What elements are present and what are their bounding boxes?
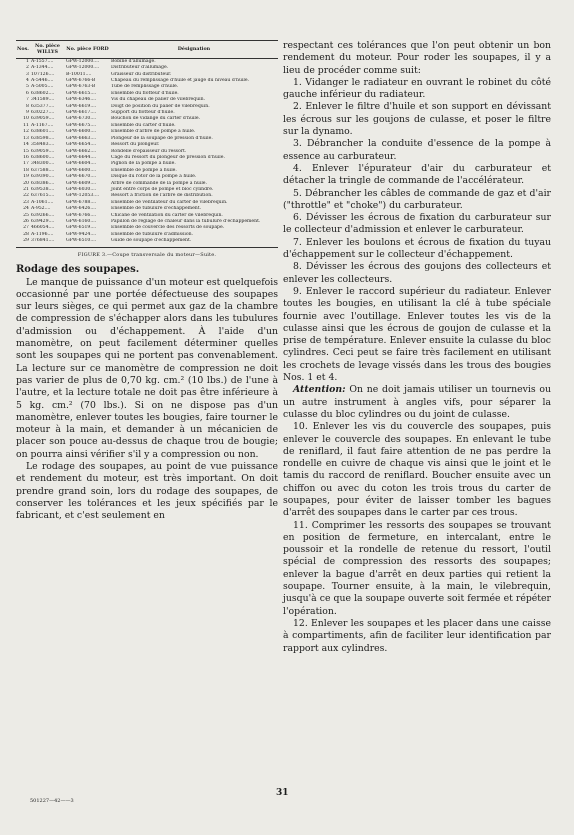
procedure-step: 4. Enlever l'épurateur d'air du carburateur et détacher la tringle de commande de l'accélérateur. [283,162,551,187]
designation: Guide de soupape d'échappement. [110,238,278,247]
ford-part-number: GPW-6788.... [65,199,97,205]
designation: Ensemble d'arbre de pompe à huile. [110,129,196,135]
ford-part-number: GPW-6654.... [65,142,97,148]
row-number: 3 [26,71,29,77]
row-number: 19 [23,174,29,180]
designation: Distributeur d'allumage. [110,65,169,71]
designation: Papillon de réglage de chaleur dans la tubulure d'échappement. [110,218,261,224]
procedure-step: 12. Enlever les soupapes et les placer dans une caisse à compartiments, afin de faciliter leur identification par rapport aux cylindres. [283,617,551,654]
header-designation: Désignation [110,41,278,59]
section-heading: Rodage des soupapes. [16,263,140,275]
designation: Graisseur du distributeur. [110,71,172,77]
ford-part-number: GPW-6346.... [65,97,97,103]
designation: Cage du ressort du plongeur de pression d'huile. [110,154,225,160]
parts-table [16,40,278,248]
ford-part-number: GPW-6519.... [65,225,97,231]
willys-part-number: 630227.... [30,110,55,116]
procedure-steps [283,77,551,384]
attention-text: On ne doit jamais utiliser un tournevis ou un autre instrument à angles vifs, pour séparer la culasse du bloc cylindres ou du joint de culasse. [283,384,551,420]
ford-part-number: GPW-6662.... [65,148,97,154]
row-number: 16 [23,154,29,160]
row-number: 13 [23,135,29,141]
row-number: 14 [23,142,29,148]
procedure-step: 6. Dévisser les écrous de fixation du carburateur sur le collecteur d'admission et enlever le carburateur. [283,212,551,236]
procedure-step: 7. Enlever les boulons et écrous de fixation du tuyau d'échappement sur le collecteur d'échappement. [283,236,551,261]
designation: Ensemble de tubulure d'échappement. [110,206,202,212]
print-code: 501227—42——3 [30,798,74,804]
row-number: 7 [26,97,29,103]
row-number: 2 [26,65,29,71]
willys-part-number: 348300.... [30,161,55,167]
header-ford: No. pièce FORD [65,41,110,59]
willys-part-number: 639266.... [30,212,55,218]
willys-part-number: 635377.... [30,103,55,109]
designation: Ensemble de tubulure d'admission. [110,231,194,237]
ford-part-number: GPW-12000.... [65,58,100,64]
ford-part-number: GPW-6617.... [65,110,97,116]
row-number: 11 [23,122,29,128]
ford-part-number: GPW-6644.... [65,154,97,160]
attention-note [283,384,551,421]
row-number: 27 [23,225,29,231]
procedure-step: 9. Enlever le raccord supérieur du radiateur. Enlever toutes les bougies, en utilisant la clé à tube spéciale fournie avec l'outillage. Enlever toutes les vis de la culasse ainsi que les écrous de goujon de culasse et la prise de température. Enlever ensuite la culasse du bloc cylindres. Ceci peut se faire très facilement en utilisant les crochets de levage vissés dans les trous des bougies Nos. 1 et 4. [283,285,551,384]
willys-part-number: A-1167.... [30,122,54,128]
row-number: 25 [23,212,29,218]
left-column [16,40,278,523]
row-number: 8 [26,103,29,109]
designation: Bouchon de vidange du carter d'huile. [110,116,201,122]
willys-part-number: A-5005.... [30,84,54,90]
procedure-step: 5. Débrancher les câbles de commande de gaz et d'air ("throttle" et "choke") du carburateur. [283,187,551,211]
willys-part-number: 637588.... [30,167,55,173]
row-number: 21 [23,186,29,192]
right-column [283,40,551,655]
row-number: 29 [16,238,30,247]
header-nos: Nos. [16,41,30,59]
right-intro: respectant ces tolérances que l'on peut obtenir un bon rendement du moteur. Pour roder les soupapes, il y a lieu de procéder comme suit: [283,40,551,76]
table-row [16,238,278,247]
procedure-step: 1. Vidanger le radiateur en ouvrant le robinet du côté gauche inférieur du radiateur. [283,76,551,101]
designation: Vis du chapeau de palier de vilebrequin. [110,97,206,103]
ford-part-number: GPW-6160.... [65,218,97,224]
willys-part-number: 638386.... [30,180,55,186]
designation: Ensemble du flotteur d'huile. [110,90,179,96]
ford-part-number: GPW-6600.... [65,167,97,173]
row-number: 18 [23,167,29,173]
willys-part-number: 639390.... [30,174,55,180]
designation: Ressort à friction de l'arbre de distribution. [110,193,213,199]
willys-part-number: A-952.... [30,206,51,212]
designation: Bobine d'allumage. [110,58,156,64]
willys-part-number: 341589.... [30,97,55,103]
ford-part-number: GPW-6030.... [65,186,97,192]
willys-part-number: A-1557.... [30,58,54,64]
willys-part-number: A-1344.... [30,65,54,71]
willys-part-number: 638598.... [30,135,55,141]
page-number: 31 [276,788,289,798]
row-number: 20 [23,180,29,186]
willys-part-number: A-5446.... [30,78,54,84]
procedure-step: 8. Dévisser les écrous des goujons des collecteurs et enlever les collecteurs. [283,261,551,285]
willys-part-number: 358483.... [30,142,55,148]
ford-part-number: GPW-6600.... [65,129,97,135]
figure-caption: FIGURE 3.—Coupe transversale du moteur—Suite. [77,251,217,258]
ford-part-number: GPW-6609.... [65,180,97,186]
designation: Joint entre corps de pompe et bloc cylindre. [110,186,214,192]
ford-part-number: GPW-9424.... [65,231,97,237]
row-number: 17 [23,161,29,167]
procedure-step: 11. Comprimer les ressorts des soupapes se trouvant en position de fermeture, en intercalant, entre le poussoir et la rondelle de retenue du ressort, l'outil spécial de compression des ressorts des soupapes; enlever la bague d'arrêt en deux parties qui retient la soupape. Tourner ensuite, à la main, le vilebrequin, jusqu'à ce que la soupape ouverte soit fermée et répéter l'opération. [283,519,551,617]
ford-part-number: GPW-12053.... [65,193,100,199]
ford-part-number: GPW-6510.... [65,238,110,247]
left-paragraph-1: Le manque de puissance d'un moteur est quelquefois occasionné par une portée défectueuse des soupapes sur leurs sièges, ce qui permet aux gaz de la chambre de compression de s'échapper alors dans les tubulures d'admission ou d'échappement. À l'aide d'un manomètre, on peut facilement déterminer quelles sont les soupapes qui ne portent pas convenablement. La lecture sur ce manomètre de compression ne doit pas varier de plus de 0,70 kg. cm.² (10 lbs.) de l'une à l'autre, et la lecture totale ne doit pas être inférieure à 5 kg. cm.² (70 lbs.). Si on ne dispose pas d'un manomètre, enlever toutes les bougies, faire tourner le moteur à la main, et demander à un mécanicien de placer son pouce au-dessus de chaque trou de bougie; on pourra ainsi vérifier s'il y a compression ou non. [16,276,278,460]
row-number: 28 [23,231,29,237]
ford-part-number: GPW-6604.... [65,161,97,167]
ford-part-number: GPW-6766-B [65,78,96,84]
row-number: 9 [26,110,29,116]
row-number: 4 [26,78,29,84]
row-number: 23 [23,199,29,205]
row-number: 15 [23,148,29,154]
ford-part-number: GPW-6663.... [65,135,97,141]
row-number: 26 [23,218,29,224]
designation: Tube de remplissage d'huile. [110,84,179,90]
designation: Ensemble de pompe à huile. [110,167,177,173]
ford-part-number: B-10011.... [65,71,92,77]
ford-part-number: GPW-6670.... [65,174,97,180]
row-number: 5 [26,84,29,90]
left-paragraph-2: Le rodage des soupapes, au point de vue puissance et rendement du moteur, est très important. On doit prendre grand soin, lors du rodage des soupapes, de conserver les tolérances et les jeux spécifiés par le fabricant, et c'est seulement en [16,461,278,522]
willys-part-number: 639538.... [30,186,55,192]
ford-part-number: GPW-6426.... [65,206,97,212]
parts-table-header [16,41,278,59]
willys-part-number: 638600.... [30,154,55,160]
designation: Ressort du plongeur. [110,142,160,148]
row-number: 22 [23,193,29,199]
procedure-step: 10. Enlever les vis du couvercle des soupapes, puis enlever le couvercle des soupapes. En enlevant le tube de reniflard, il faut faire attention de ne pas perdre la rondelle en cuivre de chaque vis ainsi que le joint et le tamis du raccord de reniflard. Boucher ensuite avec un chiffon ou avec du coton les trois trous du carter de soupapes, pour éviter de laisser tomber les bagues d'arrêt des soupapes dans le carter par ces trous. [283,421,551,519]
ford-part-number: GPW-6619.... [65,103,97,109]
designation: Chicane de ventilation du carter de vilebrequin. [110,212,223,218]
header-willys: No. pièce WILLYS [30,41,65,59]
willys-part-number: 376841.... [30,238,65,247]
procedure-step: 3. Débrancher la conduite d'essence de la pompe à essence au carburateur. [283,138,551,162]
willys-part-number: 639059.... [30,148,55,154]
designation: Rondelle d'épaisseur du ressort. [110,148,187,154]
row-number: 12 [23,129,29,135]
row-number: 6 [26,90,29,96]
willys-part-number: A-1061.... [30,199,54,205]
designation: Chapeau du remplissage d'huile et jauge du niveau d'huile. [110,78,250,84]
ford-part-number: GPW-6766.... [65,212,97,218]
ford-part-number: GPW-6763-B [65,84,96,90]
attention-label: Attention: [293,384,346,396]
willys-part-number: 638602.... [30,90,55,96]
procedure-steps-continued [283,421,551,655]
designation: Support du flotteur d'huile. [110,110,175,116]
row-number: 24 [23,206,29,212]
willys-part-number: 466054.... [30,225,55,231]
procedure-step: 2. Enlever le filtre d'huile et son support en dévissant les écrous sur les goujons de culasse, et poser le filtre sur la dynamo. [283,101,551,138]
row-number: 10 [23,116,29,122]
designation: Disque du rotor de la pompe à huile. [110,174,197,180]
willys-part-number: 639429.... [30,218,55,224]
parts-table-body [16,58,278,247]
willys-part-number: A-1196.... [30,231,54,237]
ford-part-number: GPW-6675.... [65,122,97,128]
willys-part-number: 107126.... [30,71,55,77]
designation: Ensemble du carter d'huile. [110,122,176,128]
designation: Plongeur de la soupape de pression d'huile. [110,135,213,141]
designation: Pignon de la pompe à huile. [110,161,176,167]
willys-part-number: 637615.... [30,193,55,199]
designation: Arbre de commande de la pompe à huile. [110,180,207,186]
table-row [16,58,278,65]
ford-part-number: GPW-12000.... [65,65,100,71]
designation: Ensemble de ventilateur du carter de vilebrequin. [110,199,228,205]
ford-part-number: GPW-6615.... [65,90,97,96]
designation: Doigt de position du palier de vilebrequin. [110,103,210,109]
ford-part-number: GPW-6730.... [65,116,97,122]
willys-part-number: 638601.... [30,129,55,135]
willys-part-number: 639059.... [30,116,55,122]
row-number: 1 [26,58,29,64]
designation: Ensemble de couvercle des ressorts de soupape. [110,225,225,231]
